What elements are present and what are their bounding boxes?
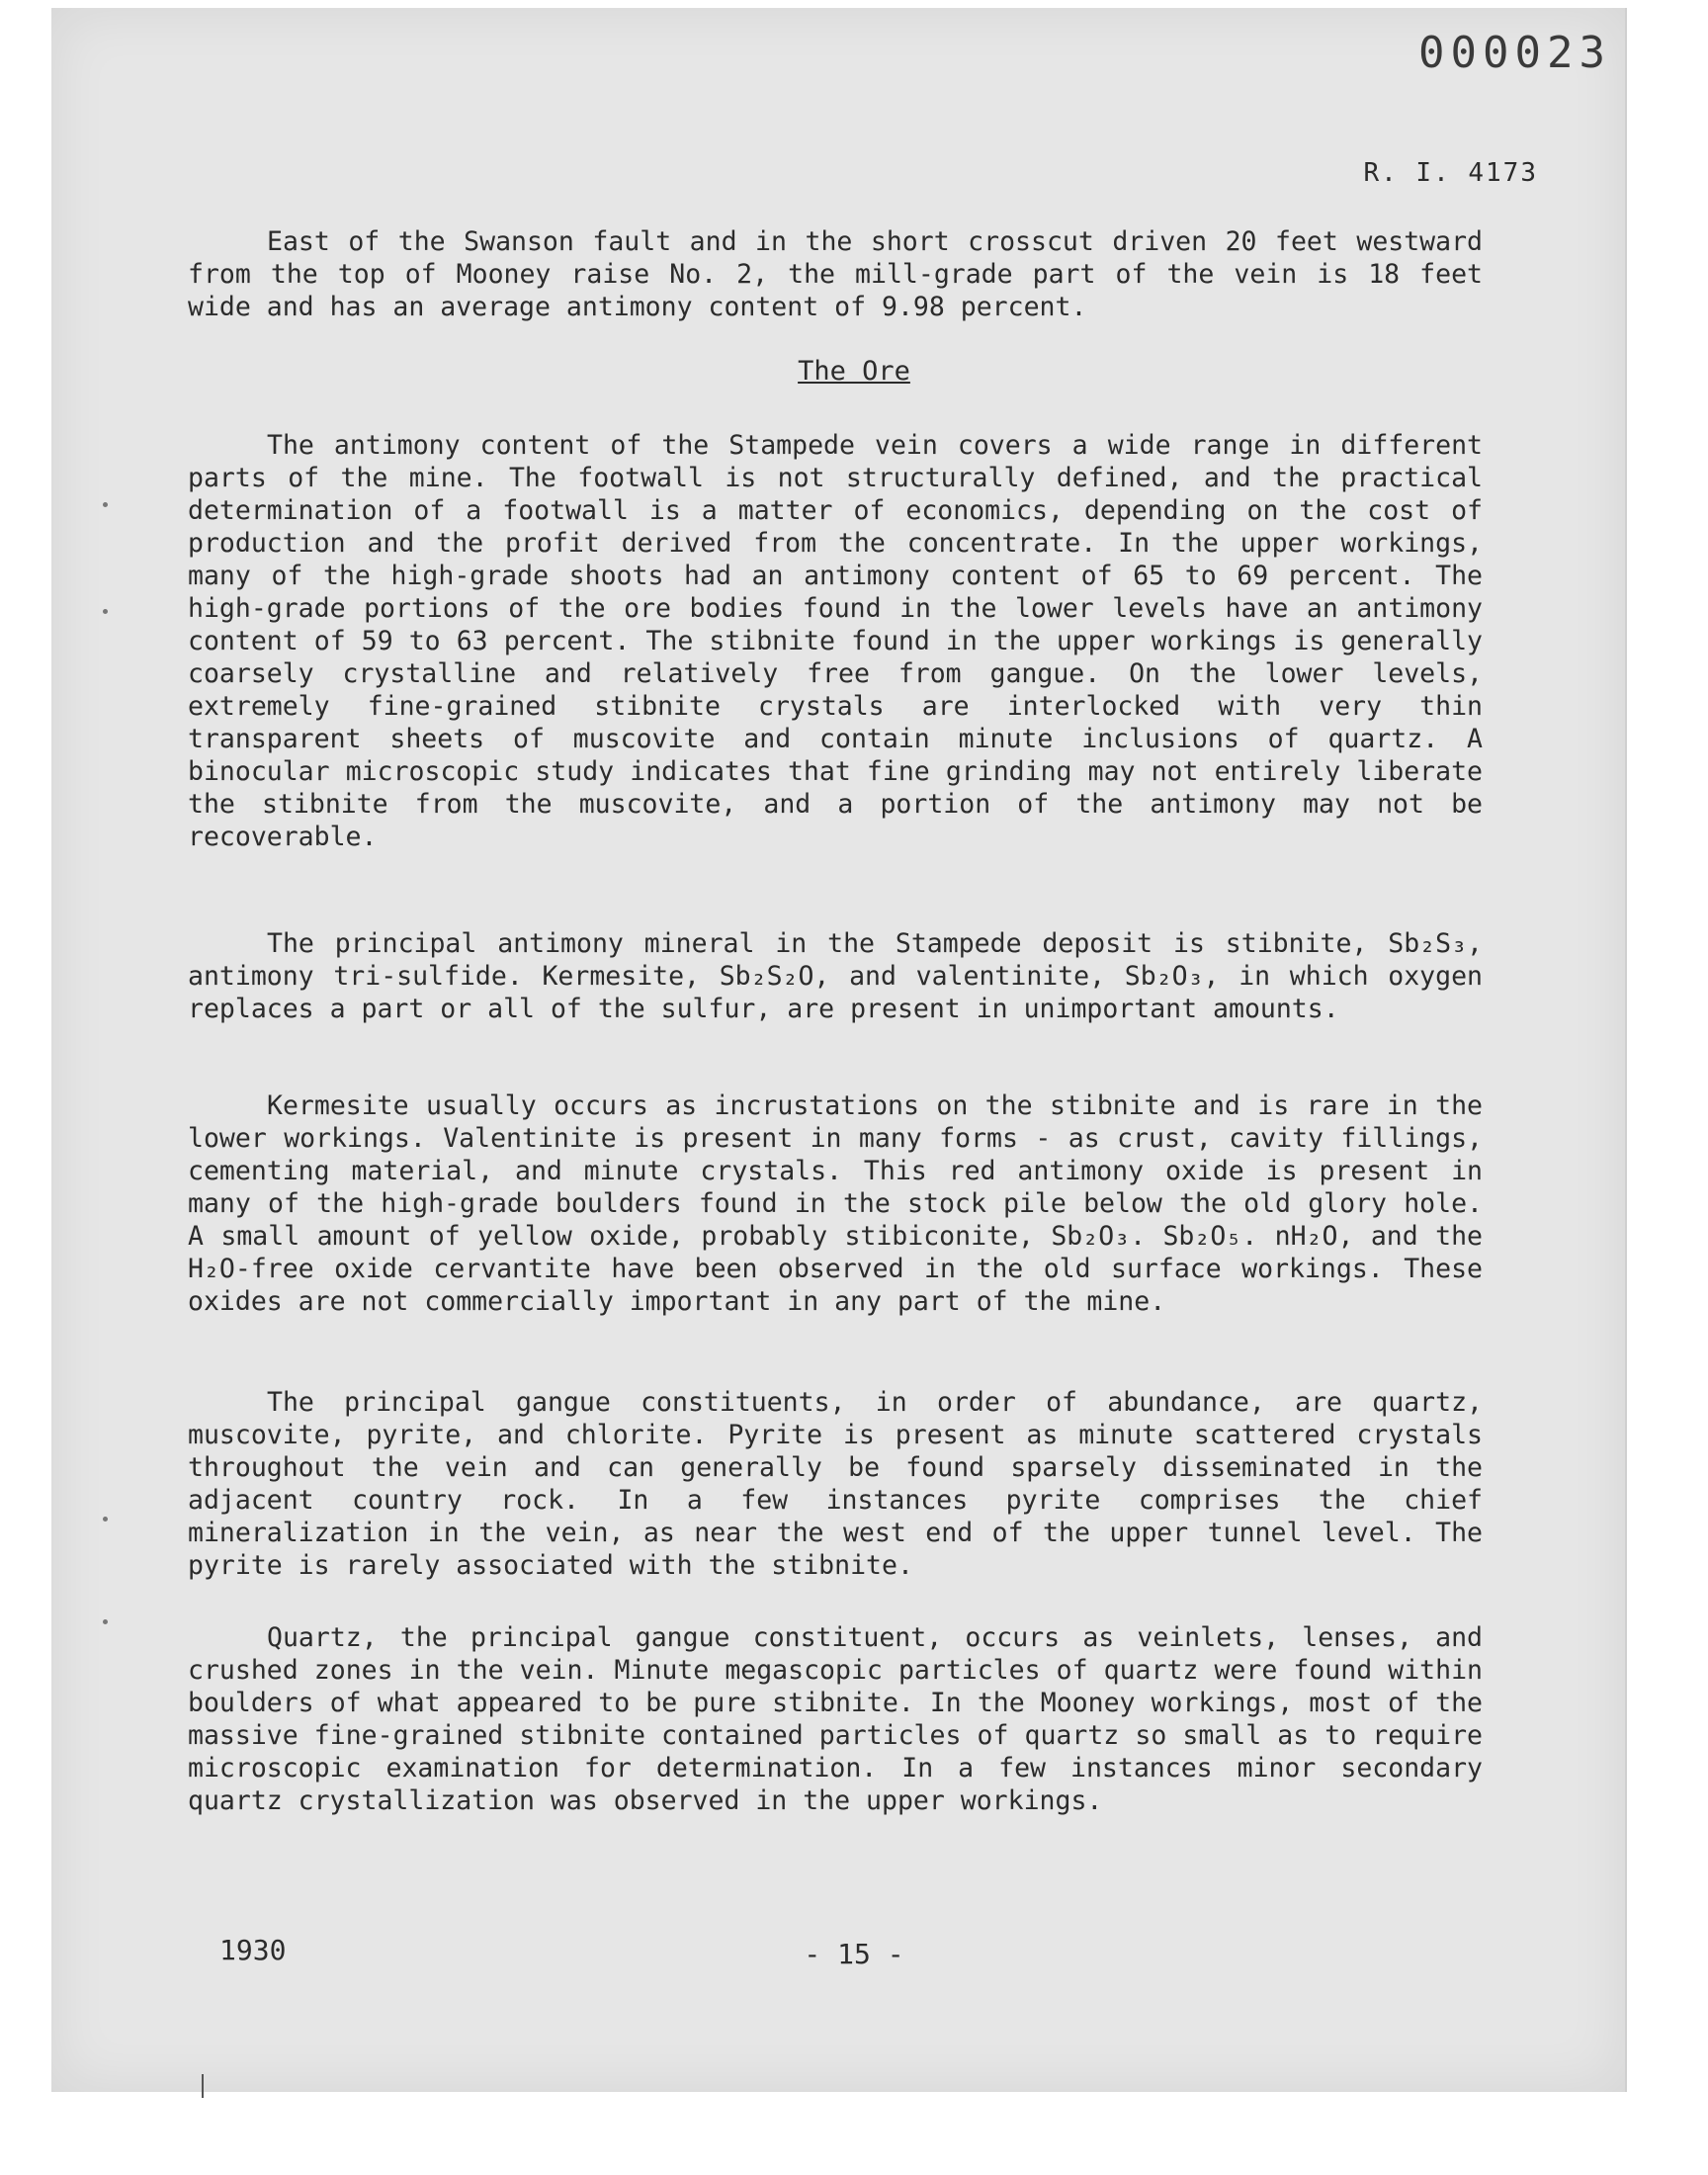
page-stamp-number: 000023 — [1418, 28, 1611, 78]
binder-hole-mark — [103, 1619, 108, 1624]
paragraph-text: Kermesite usually occurs as incrustations on the stibnite and is rare in the lower workings. Valentinite is present in many forms - as crust, cavity fillings, cementing material, and minute crystals. This red antimony oxide is present in many of the high-grade boulders found in the stock pile below the old glory hole. A small amount of yellow oxide, probably stibiconite, Sb₂O₃. Sb₂O₅. nH₂O, and the H₂O-free oxide cervantite have been observed in the old surface workings. These oxides are not commercially important in any part of the mine. — [188, 1090, 1483, 1317]
paragraph-quartz — [188, 1621, 1483, 1817]
paragraph-intro — [188, 225, 1483, 323]
binder-hole-mark — [103, 1517, 108, 1522]
paragraph-text: The principal gangue constituents, in order of abundance, are quartz, muscovite, pyrite, and chlorite. Pyrite is present as minute scattered crystals throughout the vein and can generally be found sparsely disseminated in the adjacent country rock. In a few instances pyrite comprises the chief mineralization in the vein, as near the west end of the upper tunnel level. The pyrite is rarely associated with the stibnite. — [188, 1387, 1483, 1581]
paragraph-antimony-content — [188, 429, 1483, 853]
section-heading: The Ore — [798, 356, 910, 387]
paragraph-principal-mineral — [188, 927, 1483, 1025]
paragraph-kermesite — [188, 1089, 1483, 1318]
paragraph-text: The principal antimony mineral in the Stampede deposit is stibnite, Sb₂S₃, antimony tri-sulfide. Kermesite, Sb₂S₂O, and valentinite, Sb₂O₃, in which oxygen replaces a part or all of the sulfur, are present in unimportant amounts. — [188, 928, 1483, 1024]
paragraph-gangue — [188, 1386, 1483, 1582]
scan-edge-mark — [202, 2074, 204, 2098]
paragraph-text: The antimony content of the Stampede vein covers a wide range in different parts of the mine. The footwall is not structurally defined, and the practical determination of a footwall is a matter of economics, depending on the cost of production and the profit derived from the concentrate. In the upper workings, many of the high-grade shoots had an antimony content of 65 to 69 percent. The high-grade portions of the ore bodies found in the lower levels have an antimony content of 59 to 63 percent. The stibnite found in the upper workings is generally coarsely crystalline and relatively free from gangue. On the lower levels, extremely fine-grained stibnite crystals are interlocked with very thin transparent sheets of muscovite and contain minute inclusions of quartz. A binocular microscopic study indicates that fine grinding may not entirely liberate the stibnite from the muscovite, and a portion of the antimony may not be recoverable. — [188, 430, 1483, 852]
footer-page-number: - 15 - — [804, 1938, 904, 1970]
binder-hole-mark — [103, 502, 108, 507]
report-number: R. I. 4173 — [1363, 158, 1538, 188]
binder-hole-mark — [103, 609, 108, 614]
footer-year: 1930 — [219, 1934, 287, 1966]
paragraph-text: Quartz, the principal gangue constituent, occurs as veinlets, lenses, and crushed zones in the vein. Minute megascopic particles of quartz were found within boulders of what appeared to be pure stibnite. In the Mooney workings, most of the massive fine-grained stibnite contained particles of quartz so small as to require microscopic examination for determination. In a few instances minor secondary quartz crystallization was observed in the upper workings. — [188, 1622, 1483, 1816]
paragraph-text: East of the Swanson fault and in the short crosscut driven 20 feet westward from the top of Mooney raise No. 2, the mill-grade part of the vein is 18 feet wide and has an average antimony content of 9.98 percent. — [188, 226, 1483, 322]
